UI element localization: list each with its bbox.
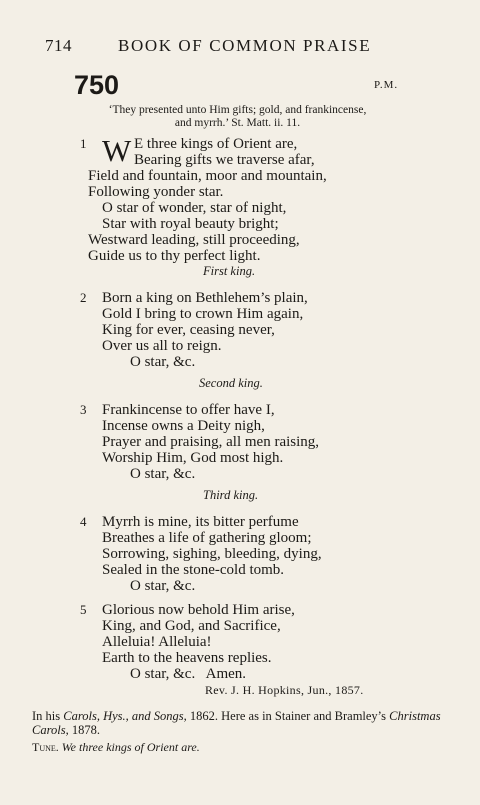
running-title: BOOK OF COMMON PRAISE bbox=[118, 36, 372, 55]
note-title: Carols, Hys., and Songs, bbox=[63, 709, 187, 723]
source-note bbox=[32, 709, 442, 737]
stanza-1 bbox=[80, 133, 327, 264]
stanza-number: 5 bbox=[80, 602, 87, 617]
verse-line: Myrrh is mine, its bitter perfume bbox=[102, 514, 299, 530]
verse-line: Sealed in the stone-cold tomb. bbox=[102, 562, 285, 578]
verse-line: Sorrowing, sighing, bleeding, dying, bbox=[102, 546, 322, 562]
voice-label: First king. bbox=[203, 264, 256, 278]
epigraph bbox=[70, 104, 405, 129]
voice-label: Third king. bbox=[203, 488, 259, 502]
note-text: 1878. bbox=[68, 723, 100, 737]
verse-line: O star, &c. Amen. bbox=[130, 666, 247, 682]
hymn-number: 750 bbox=[74, 70, 120, 100]
stanza-3 bbox=[80, 402, 320, 482]
stanza-4 bbox=[80, 514, 322, 594]
page-number: 714 bbox=[45, 36, 72, 55]
verse-line: Westward leading, still proceeding, bbox=[88, 232, 300, 248]
verse-line: Worship Him, God most high. bbox=[102, 450, 284, 466]
tune-label: Tune. bbox=[32, 740, 59, 754]
verse-line: King for ever, ceasing never, bbox=[102, 322, 275, 338]
note-text: 1862. Here as in Stainer and Bramley’s bbox=[186, 709, 390, 723]
verse-line: O star of wonder, star of night, bbox=[102, 200, 287, 216]
note-title: Christmas Carols, bbox=[32, 709, 441, 737]
stanza-number: 4 bbox=[80, 514, 87, 529]
stanza-5 bbox=[80, 602, 295, 682]
epigraph-line: ‘They presented unto Him gifts; gold, and frankincense, bbox=[108, 104, 367, 116]
verse-line: Born a king on Bethlehem’s plain, bbox=[102, 290, 308, 306]
stanza-2 bbox=[80, 290, 308, 370]
stanza-number: 1 bbox=[80, 136, 87, 151]
verse-line: Prayer and praising, all men raising, bbox=[102, 434, 320, 450]
verse-line: Following yonder star. bbox=[88, 184, 224, 200]
verse-line: Field and fountain, moor and mountain, bbox=[88, 168, 327, 184]
stanza-number: 2 bbox=[80, 290, 87, 305]
verse-line: Star with royal beauty bright; bbox=[102, 216, 279, 232]
author-attribution: Rev. J. H. Hopkins, Jun., 1857. bbox=[205, 683, 364, 697]
verse-line: Frankincense to offer have I, bbox=[102, 402, 275, 418]
verse-line: Guide us to thy perfect light. bbox=[88, 248, 261, 264]
tune-line bbox=[32, 740, 200, 755]
tune-name: We three kings of Orient are. bbox=[61, 740, 200, 754]
verse-line: Breathes a life of gathering gloom; bbox=[102, 530, 312, 546]
verse-line: Bearing gifts we traverse afar, bbox=[134, 152, 315, 168]
hymn-meter: P.M. bbox=[374, 79, 399, 91]
verse-line: Glorious now behold Him arise, bbox=[102, 602, 295, 618]
note-text: In his bbox=[32, 709, 64, 723]
stanza-number: 3 bbox=[80, 402, 87, 417]
voice-label: Second king. bbox=[199, 376, 263, 390]
verse-line: Incense owns a Deity nigh, bbox=[102, 418, 265, 434]
epigraph-line: and myrrh.’ St. Matt. ii. 11. bbox=[174, 116, 301, 129]
verse-line: King, and God, and Sacrifice, bbox=[102, 618, 281, 634]
verse-line: Alleluia! Alleluia! bbox=[102, 634, 212, 650]
verse-line: O star, &c. bbox=[130, 466, 196, 482]
verse-line: Gold I bring to crown Him again, bbox=[102, 306, 304, 322]
verse-line: Earth to the heavens replies. bbox=[102, 650, 272, 666]
verse-line: Over us all to reign. bbox=[102, 338, 222, 354]
page-header bbox=[45, 36, 440, 60]
drop-cap: W bbox=[102, 133, 132, 168]
verse-line: O star, &c. bbox=[130, 578, 196, 594]
verse-line: O star, &c. bbox=[130, 354, 196, 370]
verse-line: E three kings of Orient are, bbox=[134, 136, 298, 152]
